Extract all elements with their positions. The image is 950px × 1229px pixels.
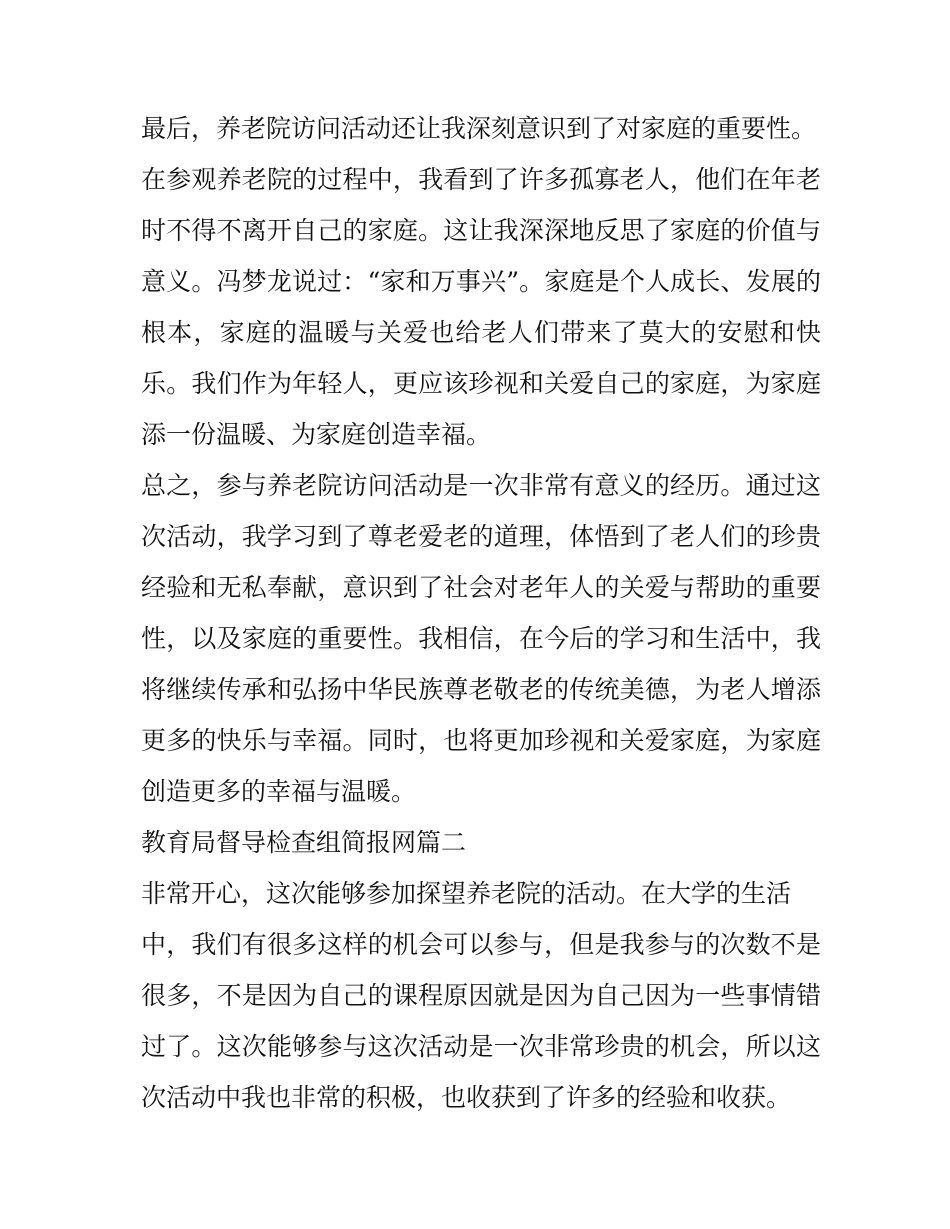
paragraph-line: 在参观养老院的过程中，我看到了许多孤寡老人，他们在年老: [141, 165, 821, 194]
paragraph-line: 时不得不离开自己的家庭。这让我深深地反思了家庭的价值与: [141, 216, 821, 245]
paragraph-line: 更多的快乐与幸福。同时，也将更加珍视和关爱家庭，为家庭: [141, 726, 821, 755]
paragraph-line: 非常开心，这次能够参加探望养老院的活动。在大学的生活: [141, 879, 792, 908]
paragraph-line: 创造更多的幸福与温暖。: [141, 777, 417, 806]
paragraph-line: 乐。我们作为年轻人，更应该珍视和关爱自己的家庭，为家庭: [141, 369, 821, 398]
paragraph-line: 经验和无私奉献，意识到了社会对老年人的关爱与帮助的重要: [141, 573, 821, 602]
paragraph-line: 总之，参与养老院访问活动是一次非常有意义的经历。通过这: [141, 471, 821, 500]
paragraph-line: 根本，家庭的温暖与关爱也给老人们带来了莫大的安慰和快: [141, 318, 821, 347]
paragraph-line: 很多，不是因为自己的课程原因就是因为自己因为一些事情错: [141, 981, 821, 1010]
paragraph-line: 添一份温暖、为家庭创造幸福。: [141, 420, 492, 449]
paragraph-line: 中，我们有很多这样的机会可以参与，但是我参与的次数不是: [141, 930, 821, 959]
paragraph-line: 将继续传承和弘扬中华民族尊老敬老的传统美德，为老人增添: [141, 675, 821, 704]
paragraph-line: 性，以及家庭的重要性。我相信，在今后的学习和生活中，我: [141, 624, 821, 653]
paragraph-line: 意义。冯梦龙说过：“家和万事兴”。家庭是个人成长、发展的: [141, 267, 821, 296]
paragraph-line: 次活动，我学习到了尊老爱老的道理，体悟到了老人们的珍贵: [141, 522, 821, 551]
document-body: [141, 103, 821, 1123]
section-heading: 教育局督导检查组简报网篇二: [141, 828, 467, 857]
paragraph-line: 次活动中我也非常的积极，也收获到了许多的经验和收获。: [141, 1083, 792, 1112]
paragraph-line: 过了。这次能够参与这次活动是一次非常珍贵的机会，所以这: [141, 1032, 821, 1061]
paragraph-line: 最后，养老院访问活动还让我深刻意识到了对家庭的重要性。: [141, 114, 817, 143]
